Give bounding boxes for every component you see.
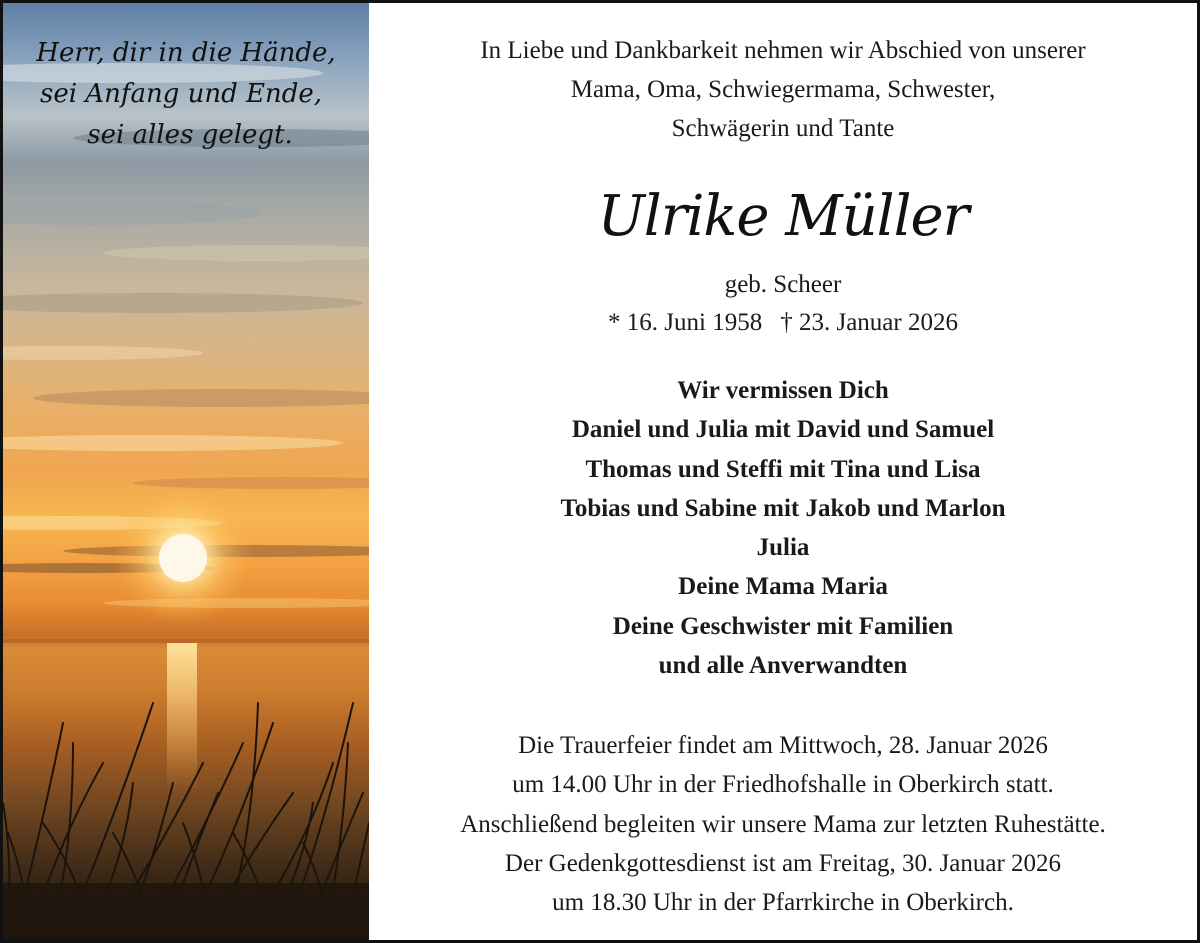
family-line: und alle Anverwandten bbox=[658, 651, 908, 679]
family-line: Wir vermissen Dich bbox=[677, 377, 889, 404]
verse-quote bbox=[3, 33, 369, 156]
verse-line: sei alles gelegt. bbox=[87, 120, 293, 151]
service-line: um 18.30 Uhr in der Pfarrkirche in Oberkirch. bbox=[552, 889, 1014, 916]
birth-name: geb. Scheer bbox=[724, 271, 842, 298]
verse-line: Herr, dir in die Hände, bbox=[36, 38, 336, 68]
intro-line: Mama, Oma, Schwiegermama, Schwester, bbox=[570, 76, 996, 103]
family-line: Deine Geschwister mit Familien bbox=[612, 612, 954, 640]
intro-text bbox=[369, 31, 1197, 148]
family-line: Deine Mama Maria bbox=[678, 573, 888, 601]
intro-line: In Liebe und Dankbarkeit nehmen wir Abschied von unserer bbox=[480, 37, 1086, 64]
deceased-name: Ulrike Müller bbox=[597, 184, 969, 249]
sunset-photo bbox=[3, 3, 369, 940]
family-line: Thomas und Steffi mit Tina und Lisa bbox=[585, 455, 981, 483]
family-line: Julia bbox=[756, 534, 810, 561]
life-dates bbox=[369, 303, 1197, 342]
birth-date: * 16. Juni 1958 bbox=[608, 309, 763, 336]
service-line: um 14.00 Uhr in der Friedhofshalle in Oberkirch statt. bbox=[512, 771, 1054, 799]
verse-line: sei Anfang und Ende, bbox=[39, 79, 323, 110]
family-list bbox=[369, 371, 1197, 685]
service-line: Die Trauerfeier findet am Mittwoch, 28. Januar 2026 bbox=[518, 732, 1048, 759]
sun-reflection bbox=[167, 643, 197, 793]
intro-line: Schwägerin und Tante bbox=[671, 115, 895, 142]
service-line: Der Gedenkgottesdienst ist am Freitag, 30. Januar 2026 bbox=[504, 849, 1062, 877]
family-line: Daniel und Julia mit David und Samuel bbox=[571, 416, 995, 444]
obituary-text bbox=[369, 3, 1197, 940]
service-line: Anschließend begleiten wir unsere Mama zur letzten Ruhestätte. bbox=[460, 810, 1106, 838]
service-details bbox=[369, 726, 1197, 922]
family-line: Tobias und Sabine mit Jakob und Marlon bbox=[560, 494, 1006, 522]
death-date: † 23. Januar 2026 bbox=[780, 309, 958, 336]
